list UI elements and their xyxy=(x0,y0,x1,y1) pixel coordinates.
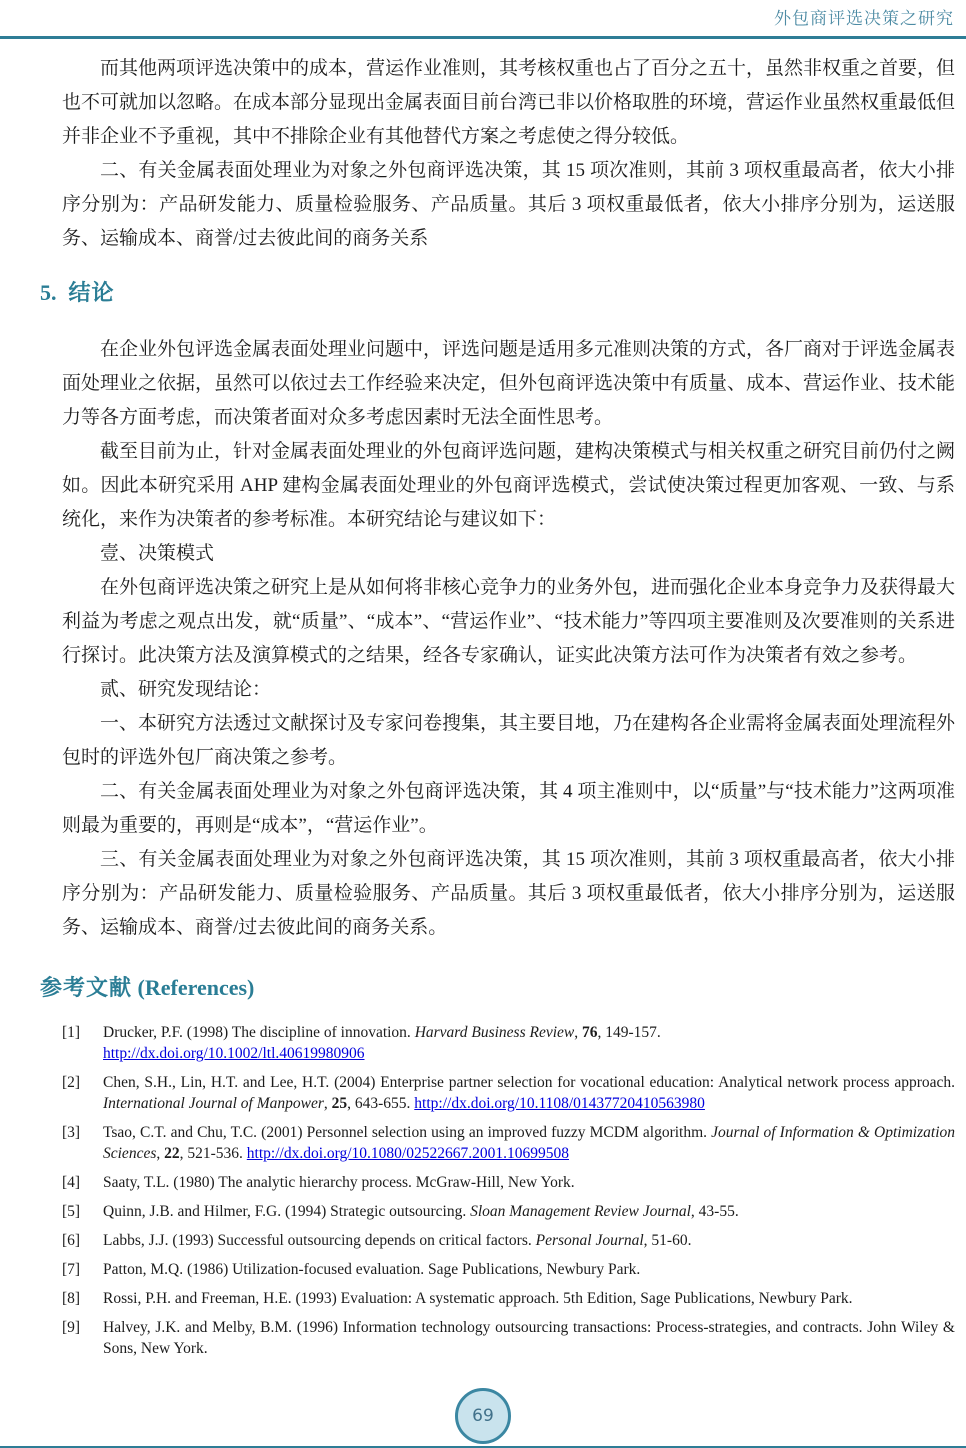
references-heading xyxy=(40,973,955,1004)
reference-label: [8] xyxy=(62,1290,81,1307)
section-number: 5. xyxy=(40,280,57,305)
reference-label: [6] xyxy=(62,1232,81,1249)
body-paragraph: 截至目前为止，针对金属表面处理业的外包商评选问题，建构决策模式与相关权重之研究目前仍付之阙如。因此本研究采用 AHP 建构金属表面处理业的外包商评选模式，尝试使决策过程更加客观、一致、与系统化，来作为决策者的参考标准。本研究结论与建议如下： xyxy=(62,441,956,530)
body-paragraph: 在企业外包评选金属表面处理业问题中，评选问题是适用多元准则决策的方式，各厂商对于评选金属表面处理业之依据，虽然可以依过去工作经验来决定，但外包商评选决策中有质量、成本、营运作业、技术能力等各方面考虑，而决策者面对众多考虑因素时无法全面性思考。 xyxy=(62,339,956,428)
reference-label: [3] xyxy=(62,1124,81,1141)
body-paragraph: 二、有关金属表面处理业为对象之外包商评选决策，其 15 项次准则，其前 3 项权重最高者，依大小排序分别为：产品研发能力、质量检验服务、产品质量。其后 3 项权重最低者，依大小排序分别为，运送服务、运输成本、商誉/过去彼此间的商务关系 xyxy=(62,160,955,249)
reference-item: [9] Halvey, J.K. and Melby, B.M. (1996) Information technology outsourcing transactions: Process-strategies, and contracts. John Wiley & Sons, New York. xyxy=(62,1319,955,1357)
reference-doi-link[interactable]: http://dx.doi.org/10.1080/02522667.2001.10699508 xyxy=(246,1145,569,1162)
reference-volume: 76 xyxy=(582,1024,598,1041)
reference-item: [6] Labbs, J.J. (1993) Successful outsourcing depends on critical factors. Personal Journal, 51-60. xyxy=(62,1232,692,1249)
body-paragraph: 壹、决策模式 xyxy=(100,543,215,564)
references-heading-latin: (References) xyxy=(132,975,255,1000)
body-paragraph: 二、有关金属表面处理业为对象之外包商评选决策，其 4 项主准则中，以“质量”与“技术能力”这两项准则最为重要的，再则是“成本”，“营运作业”。 xyxy=(62,781,955,836)
reference-label: [9] xyxy=(62,1319,81,1336)
reference-item: [4] Saaty, T.L. (1980) The analytic hierarchy process. McGraw-Hill, New York. xyxy=(62,1174,575,1191)
section-title: 结论 xyxy=(68,281,115,306)
reference-journal: Harvard Business Review xyxy=(414,1024,575,1041)
references-heading-cjk: 参考文献 xyxy=(40,976,133,1001)
reference-item: [7] Patton, M.Q. (1986) Utilization-focused evaluation. Sage Publications, Newbury Park. xyxy=(62,1261,641,1278)
body-paragraph: 而其他两项评选决策中的成本，营运作业准则，其考核权重也占了百分之五十，虽然非权重之首要，但也不可就加以忽略。在成本部分显现出金属表面目前台湾已非以价格取胜的环境，营运作业虽然权重最低但并非企业不予重视，其中不排除企业有其他替代方案之考虑使之得分较低。 xyxy=(62,58,956,147)
body-paragraph: 三、有关金属表面处理业为对象之外包商评选决策，其 15 项次准则，其前 3 项权重最高者，依大小排序分别为：产品研发能力、质量检验服务、产品质量。其后 3 项权重最低者，依大小排序分别为，运送服务、运输成本、商誉/过去彼此间的商务关系。 xyxy=(62,849,955,938)
reference-volume: 22 xyxy=(164,1145,180,1162)
reference-item: [1] Drucker, P.F. (1998) The discipline of innovation. Harvard Business Review, 76, 149-157. http://dx.doi.org/10.1002/ltl.40619980906 xyxy=(62,1024,661,1062)
reference-label: [2] xyxy=(62,1074,81,1091)
main-content xyxy=(40,52,956,1367)
running-head-title: 外包商评选决策之研究 xyxy=(774,9,954,28)
reference-doi-link[interactable]: http://dx.doi.org/10.1108/01437720410563980 xyxy=(414,1095,705,1112)
reference-journal: International Journal of Manpower xyxy=(103,1095,324,1112)
page-header xyxy=(0,4,954,29)
reference-label: [7] xyxy=(62,1261,81,1278)
body-paragraph: 在外包商评选决策之研究上是从如何将非核心竞争力的业务外包，进而强化企业本身竞争力及获得最大利益为考虑之观点出发，就“质量”、“成本”、“营运作业”、“技术能力”等四项主要准则及次要准则的关系进行探讨。此决策方法及演算模式的之结果，经各专家确认，证实此决策方法可作为决策者有效之参考。 xyxy=(62,577,956,666)
page-number: 69 xyxy=(472,1406,494,1426)
reference-journal: Sloan Management Review Journal xyxy=(470,1203,691,1220)
reference-label: [4] xyxy=(62,1174,81,1191)
reference-journal: Personal Journal xyxy=(535,1232,644,1249)
reference-label: [5] xyxy=(62,1203,81,1220)
header-rule xyxy=(0,36,966,39)
reference-item: [2] Chen, S.H., Lin, H.T. and Lee, H.T. (2004) Enterprise partner selection for vocational education: Analytical network process approach. International Journal of Manpower, 25, 643-655. http://dx.doi.org/10.1108/01437720410563980 xyxy=(62,1074,955,1112)
body-paragraph: 贰、研究发现结论： xyxy=(100,679,272,700)
reference-doi-link[interactable]: http://dx.doi.org/10.1002/ltl.40619980906 xyxy=(103,1045,365,1062)
reference-volume: 25 xyxy=(331,1095,348,1112)
reference-journal: Journal of Information & Optimization Sciences xyxy=(103,1124,956,1162)
reference-item: [5] Quinn, J.B. and Hilmer, F.G. (1994) Strategic outsourcing. Sloan Management Review Journal, 43-55. xyxy=(62,1203,739,1220)
section-heading-conclusion xyxy=(40,278,955,309)
reference-item: [8] Rossi, P.H. and Freeman, H.E. (1993) Evaluation: A systematic approach. 5th Edition, Sage Publications, Newbury Park. xyxy=(62,1290,853,1307)
references-list xyxy=(62,1022,955,1359)
reference-label: [1] xyxy=(62,1024,81,1041)
page-number-badge xyxy=(455,1388,511,1444)
reference-item: [3] Tsao, C.T. and Chu, T.C. (2001) Personnel selection using an improved fuzzy MCDM algorithm. Journal of Information & Optimization Sciences, 22, 521-536. http://dx.doi.org/10.1080/02522667.2001.10699508 xyxy=(62,1124,956,1162)
body-paragraph: 一、本研究方法透过文献探讨及专家问卷搜集，其主要目地，乃在建构各企业需将金属表面处理流程外包时的评选外包厂商决策之参考。 xyxy=(62,713,956,768)
